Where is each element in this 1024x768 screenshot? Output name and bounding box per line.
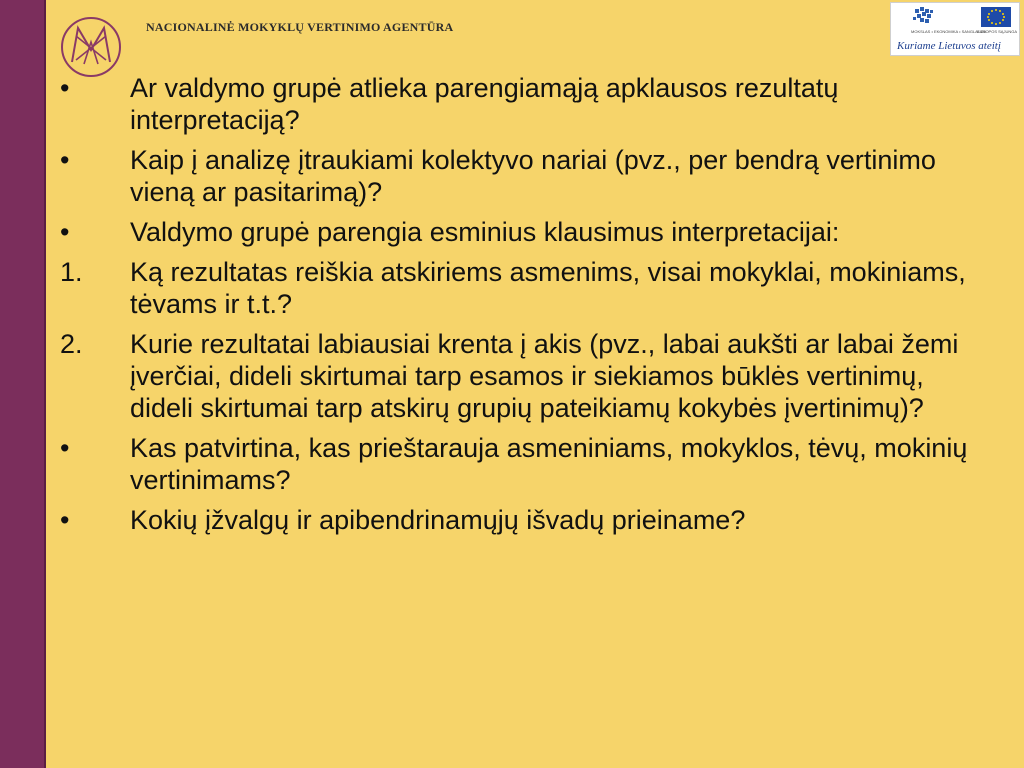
list-item [56, 504, 986, 536]
list-item-text: Kas patvirtina, kas prieštarauja asmeniniams, mokyklos, tėvų, mokinių vertinimams? [130, 433, 968, 495]
list-item-text: Kokių įžvalgų ir apibendrinamųjų išvadų prieiname? [130, 505, 746, 535]
number-marker: 1. [60, 257, 83, 287]
list-item-text: Ar valdymo grupė atlieka parengiamąją apklausos rezultatų interpretaciją? [130, 73, 839, 135]
bullet-marker: • [60, 73, 70, 103]
list-item-text: Kurie rezultatai labiausiai krenta į akis (pvz., labai aukšti ar labai žemi įverčiai, dideli skirtumai tarp esamos ir siekiamos būklės vertinimų, dideli skirtumai tarp atskirų grupių pateikiamų kokybės įvertinimų)? [130, 329, 959, 423]
left-decorative-bar [0, 0, 46, 768]
bullet-marker: • [60, 145, 70, 175]
slide-content-list [56, 72, 986, 544]
agency-logo [58, 14, 124, 80]
list-item [56, 256, 986, 320]
list-item [56, 72, 986, 136]
list-item-text: Valdymo grupė parengia esminius klausimus interpretacijai: [130, 217, 840, 247]
eu-funding-badge [890, 2, 1020, 56]
list-item [56, 216, 986, 248]
bullet-marker: • [60, 433, 70, 463]
organization-name: NACIONALINĖ MOKYKLŲ VERTINIMO AGENTŪRA [146, 20, 454, 34]
badge-small-text-right: EUROPOS SĄJUNGA [977, 29, 1018, 34]
bullet-marker: • [60, 217, 70, 247]
list-item [56, 144, 986, 208]
number-marker: 2. [60, 329, 83, 359]
bullet-marker: • [60, 505, 70, 535]
badge-small-text-left: MOKSLAS • EKONOMIKA • SANGLAUDA [911, 29, 987, 34]
list-item [56, 328, 986, 424]
badge-motto: Kuriame Lietuvos ateitį [897, 40, 1001, 52]
list-item [56, 432, 986, 496]
list-item-text: Ką rezultatas reiškia atskiriems asmenims, visai mokyklai, mokiniams, tėvams ir t.t.? [130, 257, 966, 319]
list-item-text: Kaip į analizę įtraukiami kolektyvo nariai (pvz., per bendrą vertinimo vieną ar pasitarimą)? [130, 145, 936, 207]
